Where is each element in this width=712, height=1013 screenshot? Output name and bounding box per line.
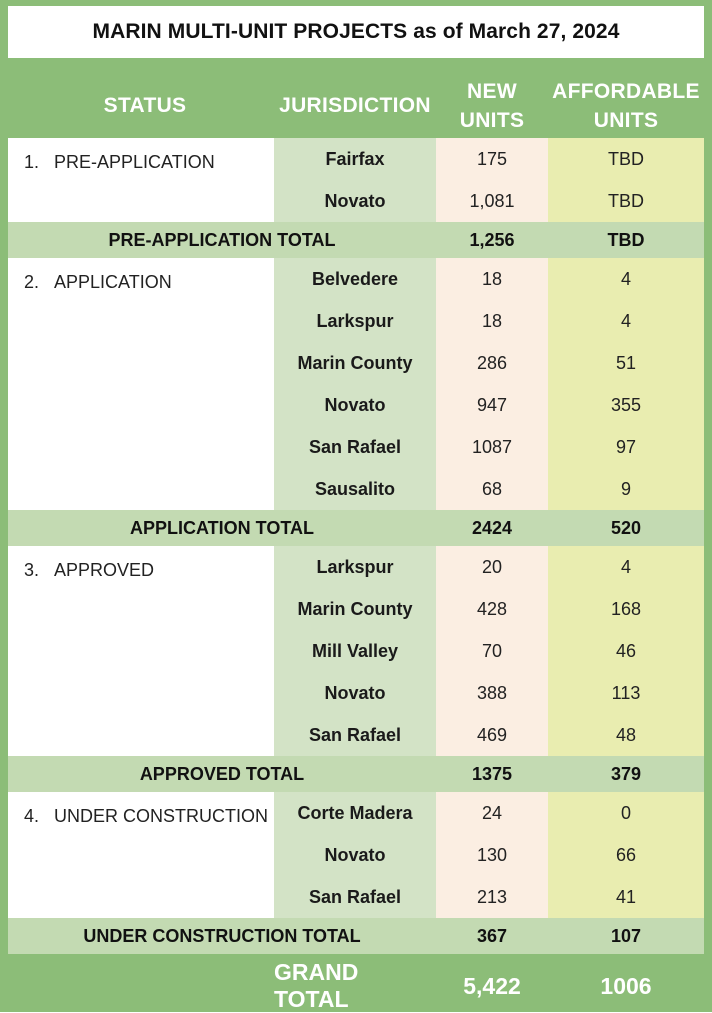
new-units-cell: 70 [436, 630, 548, 672]
status-label: APPROVED [54, 560, 155, 580]
new-units-cell: 388 [436, 672, 548, 714]
header-jurisdiction: JURISDICTION [279, 94, 431, 117]
new-units-cell: 947 [436, 384, 548, 426]
new-units-cell: 130 [436, 834, 548, 876]
status-label: APPLICATION [54, 272, 172, 292]
section-total-new-units: 1375 [471, 763, 513, 784]
jurisdiction-cell: San Rafael [274, 714, 436, 756]
header-status: STATUS [103, 94, 187, 117]
new-units-cell: 428 [436, 588, 548, 630]
jurisdiction-cell: Novato [274, 672, 436, 714]
section-total-affordable-units: 107 [610, 925, 642, 946]
table-title: MARIN MULTI-UNIT PROJECTS as of March 27, 2024 [8, 6, 704, 58]
header-affordable-units-line2: UNITS [593, 109, 659, 132]
header-affordable-units-line1: AFFORDABLE [552, 80, 700, 103]
new-units-cell: 469 [436, 714, 548, 756]
affordable-units-cell: 46 [548, 630, 704, 672]
header-affordable-units [548, 77, 704, 135]
section-total-label: APPROVED TOTAL [139, 763, 305, 784]
affordable-units-cell: 113 [548, 672, 704, 714]
section-total-label: PRE-APPLICATION TOTAL [108, 229, 336, 250]
section-total-row [8, 510, 704, 546]
status-number: 2. [24, 272, 40, 292]
jurisdiction-cell: Novato [274, 834, 436, 876]
grand-total-row [0, 959, 712, 1012]
affordable-units-cell: 4 [548, 546, 704, 588]
new-units-cell: 20 [436, 546, 548, 588]
new-units-cell: 68 [436, 468, 548, 510]
jurisdiction-cell: San Rafael [274, 876, 436, 918]
affordable-units-cell: 66 [548, 834, 704, 876]
affordable-units-cell: 51 [548, 342, 704, 384]
jurisdiction-cell: Larkspur [274, 546, 436, 588]
jurisdiction-cell: Mill Valley [274, 630, 436, 672]
jurisdiction-cell: Fairfax [274, 138, 436, 180]
affordable-units-cell: 168 [548, 588, 704, 630]
affordable-units-cell: 4 [548, 300, 704, 342]
status-cell [8, 138, 274, 222]
affordable-units-cell: 48 [548, 714, 704, 756]
status-cell [8, 546, 274, 756]
section-total-new-units: 1,256 [469, 229, 515, 250]
section-total-affordable-units: 520 [610, 517, 642, 538]
jurisdiction-cell: San Rafael [274, 426, 436, 468]
status-cell [8, 258, 274, 510]
jurisdiction-cell: Belvedere [274, 258, 436, 300]
header-new-units-line2: UNITS [459, 109, 525, 132]
affordable-units-cell: 4 [548, 258, 704, 300]
affordable-units-cell: 9 [548, 468, 704, 510]
section-total-affordable-units: 379 [610, 763, 642, 784]
section-total-label: UNDER CONSTRUCTION TOTAL [83, 925, 361, 946]
header-new-units-line1: NEW [467, 80, 517, 103]
affordable-units-cell: 355 [548, 384, 704, 426]
jurisdiction-cell: Marin County [274, 588, 436, 630]
new-units-cell: 286 [436, 342, 548, 384]
status-number: 1. [24, 152, 40, 172]
new-units-cell: 18 [436, 258, 548, 300]
jurisdiction-cell: Novato [274, 384, 436, 426]
status-number: 3. [24, 560, 40, 580]
status-number: 4. [24, 806, 40, 826]
status-label: UNDER CONSTRUCTION [54, 806, 268, 826]
section-total-new-units: 2424 [471, 517, 513, 538]
section-total-row [8, 756, 704, 792]
new-units-cell: 18 [436, 300, 548, 342]
section-total-row [8, 918, 704, 954]
new-units-cell: 24 [436, 792, 548, 834]
affordable-units-cell: 41 [548, 876, 704, 918]
section-total-affordable-units: TBD [607, 229, 645, 250]
grand-total-affordable-units: 1006 [600, 972, 652, 999]
jurisdiction-cell: Sausalito [274, 468, 436, 510]
jurisdiction-cell: Larkspur [274, 300, 436, 342]
affordable-units-cell: 0 [548, 792, 704, 834]
section-total-row [8, 222, 704, 258]
new-units-cell: 213 [436, 876, 548, 918]
section-total-label: APPLICATION TOTAL [130, 517, 314, 538]
new-units-cell: 1087 [436, 426, 548, 468]
header-new-units [436, 77, 548, 135]
grand-total-new-units: 5,422 [463, 972, 521, 999]
affordable-units-cell: TBD [548, 138, 704, 180]
section-total-new-units: 367 [476, 925, 508, 946]
jurisdiction-cell: Novato [274, 180, 436, 222]
grand-total-label: GRAND TOTAL [274, 959, 359, 1012]
jurisdiction-cell: Corte Madera [274, 792, 436, 834]
new-units-cell: 1,081 [436, 180, 548, 222]
jurisdiction-cell: Marin County [274, 342, 436, 384]
status-cell [8, 792, 274, 918]
affordable-units-cell: TBD [548, 180, 704, 222]
affordable-units-cell: 97 [548, 426, 704, 468]
status-label: PRE-APPLICATION [54, 152, 215, 172]
new-units-cell: 175 [436, 138, 548, 180]
